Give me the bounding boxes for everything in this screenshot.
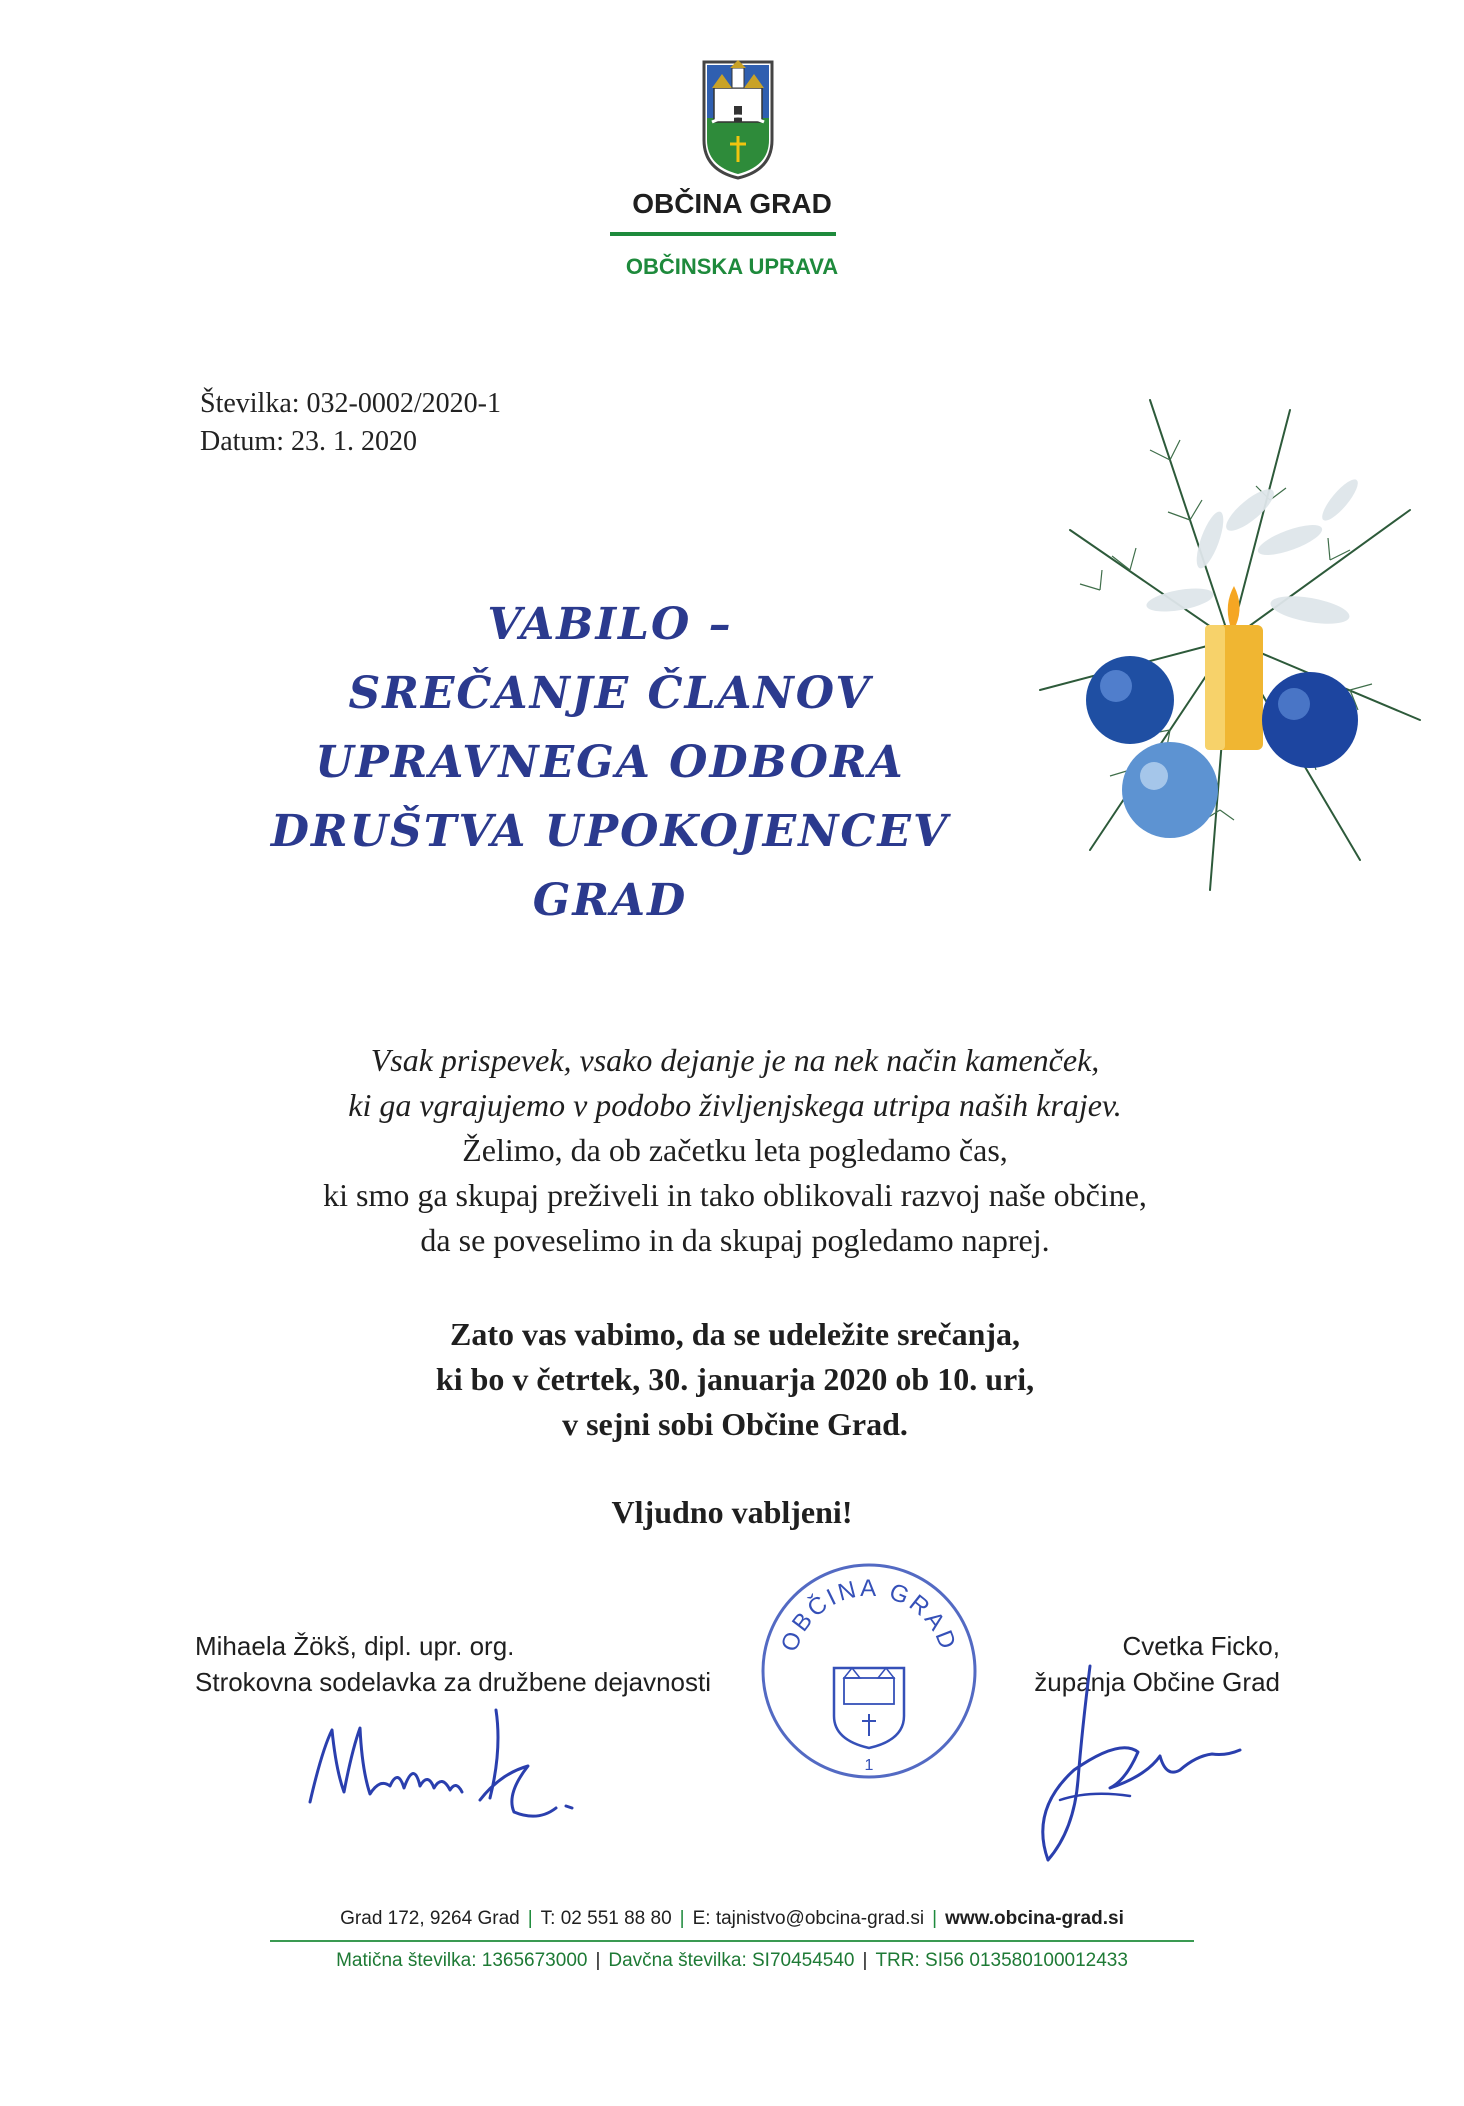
intro-line: Želimo, da ob začetku leta pogledamo čas, xyxy=(462,1132,1008,1168)
footer-address: Grad 172, 9264 Grad xyxy=(340,1908,520,1929)
right-handwritten-signature-icon xyxy=(1020,1660,1260,1870)
footer-registry-number: Matična številka: 1365673000 xyxy=(336,1950,588,1971)
right-signatory-role: županja Občine Grad xyxy=(1034,1667,1280,1697)
municipal-coat-of-arms-icon xyxy=(700,58,776,180)
intro-line: ki ga vgrajujemo v podobo življenjskega utripa naših krajev. xyxy=(348,1087,1122,1123)
title-line: SREČANJE ČLANOV xyxy=(348,668,872,719)
title-line: VABILO – xyxy=(487,599,733,650)
footer-phone: T: 02 551 88 80 xyxy=(540,1908,672,1929)
footer-tax-number: Davčna številka: SI70454540 xyxy=(608,1950,855,1971)
right-signatory-name: Cvetka Ficko, xyxy=(1122,1631,1280,1661)
footer-email[interactable]: E: tajnistvo@obcina-grad.si xyxy=(692,1908,925,1929)
document-date: Datum: 23. 1. 2020 xyxy=(200,426,417,457)
org-name: OBČINA GRAD xyxy=(632,188,832,219)
intro-line: Vsak prispevek, vsako dejanje je na nek način kamenček, xyxy=(370,1042,1100,1078)
intro-paragraph xyxy=(120,1038,1350,1263)
left-signatory-name: Mihaela Žökš, dipl. upr. org. xyxy=(195,1631,515,1661)
title-line: GRAD xyxy=(532,875,688,926)
title-line: DRUŠTVA UPOKOJENCEV xyxy=(270,806,950,857)
invitation-details xyxy=(150,1312,1320,1447)
left-signatory-role: Strokovna sodelavka za družbene dejavnosti xyxy=(195,1667,711,1697)
invitation-line: Zato vas vabimo, da se udeležite srečanja, xyxy=(449,1316,1021,1352)
footer-bank-account: TRR: SI56 013580100012433 xyxy=(875,1950,1128,1971)
invitation-line: v sejni sobi Občine Grad. xyxy=(562,1406,908,1442)
footer-divider xyxy=(270,1940,1194,1942)
stamp-number: 1 xyxy=(864,1757,874,1774)
invitation-title xyxy=(160,590,1060,935)
official-stamp-icon xyxy=(754,1556,984,1786)
footer-registry: Matična številka: 1365673000 | Davčna številka: SI70454540 | TRR: SI56 013580100012433 xyxy=(336,1950,1128,1971)
org-department: OBČINSKA UPRAVA xyxy=(625,254,839,279)
title-line: UPRAVNEGA ODBORA xyxy=(315,737,905,788)
christmas-candle-decoration-icon xyxy=(1030,390,1430,900)
invitation-line: ki bo v četrtek, 30. januarja 2020 ob 10. uri, xyxy=(435,1361,1035,1397)
intro-line: da se poveselimo in da skupaj pogledamo naprej. xyxy=(420,1222,1050,1258)
left-handwritten-signature-icon xyxy=(300,1690,590,1830)
footer-website[interactable]: www.obcina-grad.si xyxy=(945,1908,1124,1929)
closing-greeting: Vljudno vabljeni! xyxy=(611,1494,853,1530)
footer-contact: Grad 172, 9264 Grad | T: 02 551 88 80 | E: tajnistvo@obcina-grad.si | www.obcina-grad.si xyxy=(340,1908,1124,1929)
header-divider xyxy=(610,232,836,236)
document-number: Številka: 032-0002/2020-1 xyxy=(200,388,501,419)
stamp-text: OBČINA GRAD xyxy=(775,1575,963,1656)
intro-line: ki smo ga skupaj preživeli in tako oblikovali razvoj naše občine, xyxy=(323,1177,1147,1213)
